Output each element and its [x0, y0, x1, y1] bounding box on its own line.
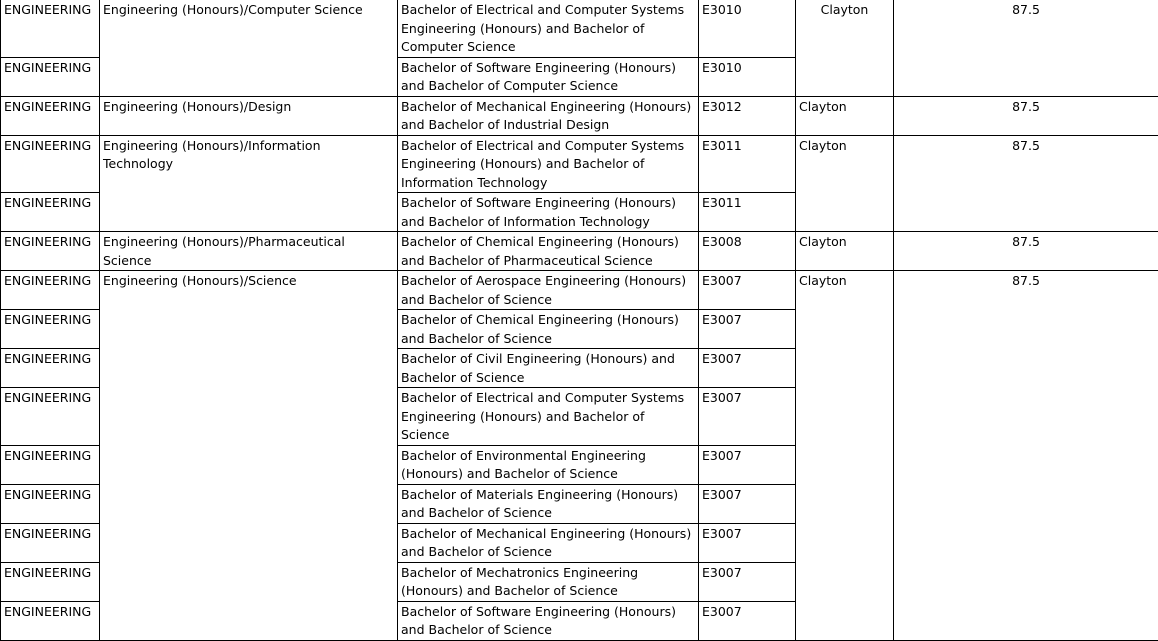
course-code-cell: E3010 [699, 0, 796, 57]
faculty-cell: ENGINEERING [1, 0, 100, 57]
course-code-cell: E3008 [699, 232, 796, 271]
faculty-cell: ENGINEERING [1, 523, 100, 562]
table-row [1, 96, 1158, 135]
faculty-cell: ENGINEERING [1, 445, 100, 484]
campus-cell: Clayton [796, 232, 894, 271]
course-name-cell: Bachelor of Electrical and Computer Systems Engineering (Honours) and Bachelor of Information Technology [398, 135, 699, 193]
faculty-cell: ENGINEERING [1, 96, 100, 135]
faculty-cell: ENGINEERING [1, 601, 100, 640]
course-name-cell: Bachelor of Mechanical Engineering (Honours) and Bachelor of Science [398, 523, 699, 562]
table-row [1, 271, 1158, 310]
course-name-cell: Bachelor of Mechatronics Engineering (Honours) and Bachelor of Science [398, 562, 699, 601]
course-code-cell: E3007 [699, 562, 796, 601]
faculty-cell: ENGINEERING [1, 135, 100, 193]
faculty-cell: ENGINEERING [1, 271, 100, 310]
atar-cell: 87.5 [894, 135, 1158, 232]
course-group-cell: Engineering (Honours)/Design [100, 96, 398, 135]
course-name-cell: Bachelor of Software Engineering (Honours) and Bachelor of Science [398, 601, 699, 640]
faculty-cell: ENGINEERING [1, 388, 100, 446]
faculty-cell: ENGINEERING [1, 57, 100, 96]
course-name-cell: Bachelor of Chemical Engineering (Honours) and Bachelor of Science [398, 310, 699, 349]
faculty-cell: ENGINEERING [1, 310, 100, 349]
faculty-cell: ENGINEERING [1, 349, 100, 388]
atar-cell: 87.5 [894, 96, 1158, 135]
course-name-cell: Bachelor of Materials Engineering (Honours) and Bachelor of Science [398, 484, 699, 523]
course-code-cell: E3007 [699, 601, 796, 640]
course-group-cell: Engineering (Honours)/Science [100, 271, 398, 641]
atar-cell: 87.5 [894, 232, 1158, 271]
faculty-cell: ENGINEERING [1, 232, 100, 271]
course-name-cell: Bachelor of Aerospace Engineering (Honours) and Bachelor of Science [398, 271, 699, 310]
table-row [1, 135, 1158, 193]
course-code-cell: E3007 [699, 349, 796, 388]
course-group-cell: Engineering (Honours)/Information Technology [100, 135, 398, 232]
course-code-cell: E3011 [699, 135, 796, 193]
atar-cell: 87.5 [894, 0, 1158, 96]
campus-cell: Clayton [796, 96, 894, 135]
atar-cell: 87.5 [894, 271, 1158, 641]
course-name-cell: Bachelor of Electrical and Computer Systems Engineering (Honours) and Bachelor of Science [398, 388, 699, 446]
campus-cell: Clayton [796, 271, 894, 641]
table-row [1, 232, 1158, 271]
course-code-cell: E3010 [699, 57, 796, 96]
course-name-cell: Bachelor of Civil Engineering (Honours) and Bachelor of Science [398, 349, 699, 388]
faculty-cell: ENGINEERING [1, 193, 100, 232]
course-group-cell: Engineering (Honours)/Computer Science [100, 0, 398, 96]
faculty-cell: ENGINEERING [1, 562, 100, 601]
campus-cell: Clayton [796, 0, 894, 96]
course-code-cell: E3011 [699, 193, 796, 232]
course-name-cell: Bachelor of Chemical Engineering (Honours) and Bachelor of Pharmaceutical Science [398, 232, 699, 271]
course-code-cell: E3007 [699, 271, 796, 310]
course-name-cell: Bachelor of Electrical and Computer Systems Engineering (Honours) and Bachelor of Computer Science [398, 0, 699, 57]
course-code-cell: E3007 [699, 388, 796, 446]
course-group-cell: Engineering (Honours)/Pharmaceutical Science [100, 232, 398, 271]
campus-cell: Clayton [796, 135, 894, 232]
course-name-cell: Bachelor of Software Engineering (Honours) and Bachelor of Computer Science [398, 57, 699, 96]
course-code-cell: E3007 [699, 484, 796, 523]
course-code-cell: E3007 [699, 310, 796, 349]
course-code-cell: E3007 [699, 523, 796, 562]
course-name-cell: Bachelor of Environmental Engineering (Honours) and Bachelor of Science [398, 445, 699, 484]
faculty-cell: ENGINEERING [1, 484, 100, 523]
table-row [1, 0, 1158, 57]
course-code-cell: E3012 [699, 96, 796, 135]
course-name-cell: Bachelor of Mechanical Engineering (Honours) and Bachelor of Industrial Design [398, 96, 699, 135]
course-name-cell: Bachelor of Software Engineering (Honours) and Bachelor of Information Technology [398, 193, 699, 232]
course-code-cell: E3007 [699, 445, 796, 484]
